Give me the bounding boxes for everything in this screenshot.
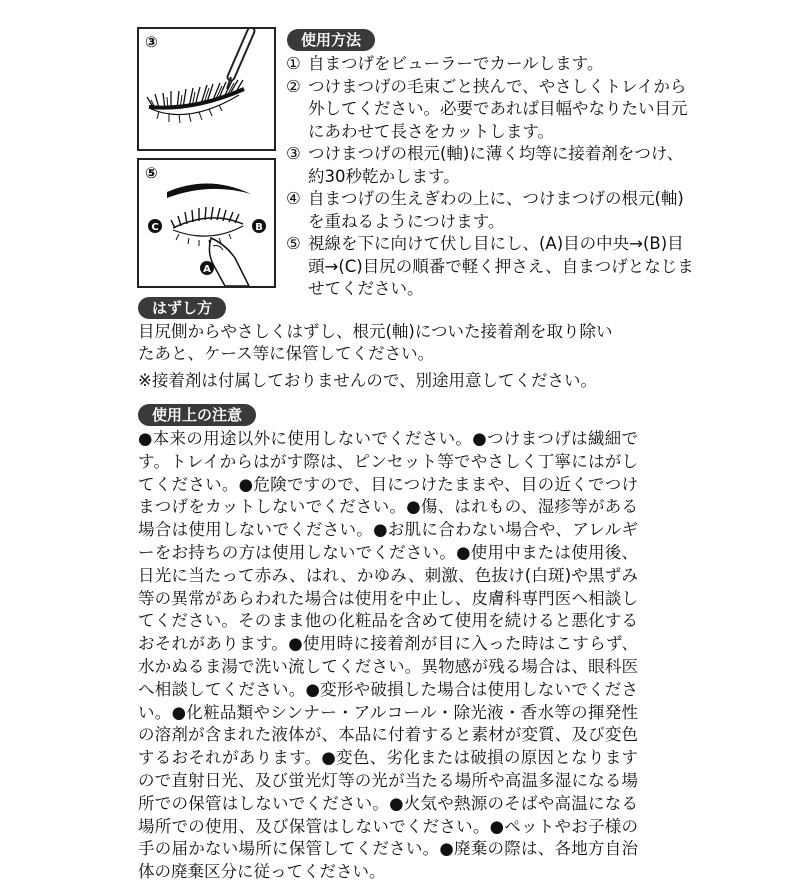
svg-text:A: A (203, 264, 211, 275)
usage-step: ② つけまつげの毛束ごと挟んで、やさしくトレイから外してください。必要であれば目幅やなりたい目元にあわせて長さをカットします。 (286, 76, 688, 141)
label-a-icon (200, 261, 214, 275)
glue-applicator-icon (227, 31, 251, 89)
label-b-icon (252, 219, 266, 233)
illustration-panel-3 (137, 27, 276, 151)
panel-number-3: ③ (145, 33, 158, 51)
usage-heading: 使用方法 (287, 29, 375, 51)
illustration-panel-5 (137, 158, 276, 288)
usage-step: ④ 自まつげの生えぎわの上に、つけまつげの根元(軸)を重ねるようにつけます。 (286, 189, 684, 231)
svg-text:C: C (151, 222, 159, 233)
usage-step: ③ つけまつげの根元(軸)に薄く均等に接着剤をつけ、約30秒乾かします。 (286, 144, 684, 186)
panel-number-5: ⑤ (145, 164, 158, 182)
cautions-heading: 使用上の注意 (138, 404, 256, 426)
eye-press-illustration (139, 160, 274, 286)
lash-glue-illustration (139, 29, 274, 149)
usage-steps (286, 53, 696, 301)
removal-text: 目尻側からやさしくはずし、根元(軸)についた接着剤を取り除いたあと、ケース等に保管してください。 (138, 322, 613, 363)
label-c-icon (148, 219, 162, 233)
removal-note: ※接着剤は付属しておりませんので、別途用意してください。 (138, 371, 597, 390)
usage-step: ① 自まつげをビューラーでカールします。 (286, 54, 604, 73)
eyebrow-icon (167, 183, 251, 198)
cautions-text: ●本来の用途以外に使用しないでください。●つけまつげは繊細です。トレイからはがす際は、ピンセット等でやさしく丁寧にはがしてください。●危険ですので、目につけたままや、目の近くでつけまつげをカットしないでください。●傷、はれもの、湿疹等がある場合は使用しないでください。●お肌に合わない場合や、アレルギーをお持ちの方は使用しないでください。●使用中または使用後、日光に当たって赤み、はれ、かゆみ、刺激、色抜け(白斑)や黒ずみ等の異常があらわれた場合は使用を中止し、皮膚科専門医へ相談してください。そのまま他の化粧品を含めて使用を続けると悪化するおそれがあります。●使用時に接着剤が目に入った時はこすらず、水かぬるま湯で洗い流してください。異物感が残る場合は、眼科医へ相談してください。●変形や破損した場合は使用しないでください。●化粧品類やシンナー・アルコール・除光液・香水等の揮発性の溶剤が含まれた液体が、本品に付着すると素材が変質、及び変色するおそれがあります。●変色、劣化または破損の原因となりますので直射日光、及び蛍光灯等の光が当たる場所や高温多湿になる場所での保管はしないでください。●火気や熱源のそばや高温になる場所での使用、及び保管はしないでください。●ペットやお子様の手の届かない場所に保管してください。●廃棄の際は、各地方自治体の廃棄区分に従ってください。 (138, 429, 639, 882)
eye-icon (171, 207, 243, 246)
svg-text:B: B (255, 222, 263, 233)
usage-step: ⑤ 視線を下に向けて伏し目にし、(A)目の中央→(B)目頭→(C)目尻の順番で軽く押さえ、自まつげとなじませてください。 (286, 234, 694, 298)
removal-heading: はずし方 (138, 297, 226, 319)
false-lash-icon (147, 80, 244, 123)
